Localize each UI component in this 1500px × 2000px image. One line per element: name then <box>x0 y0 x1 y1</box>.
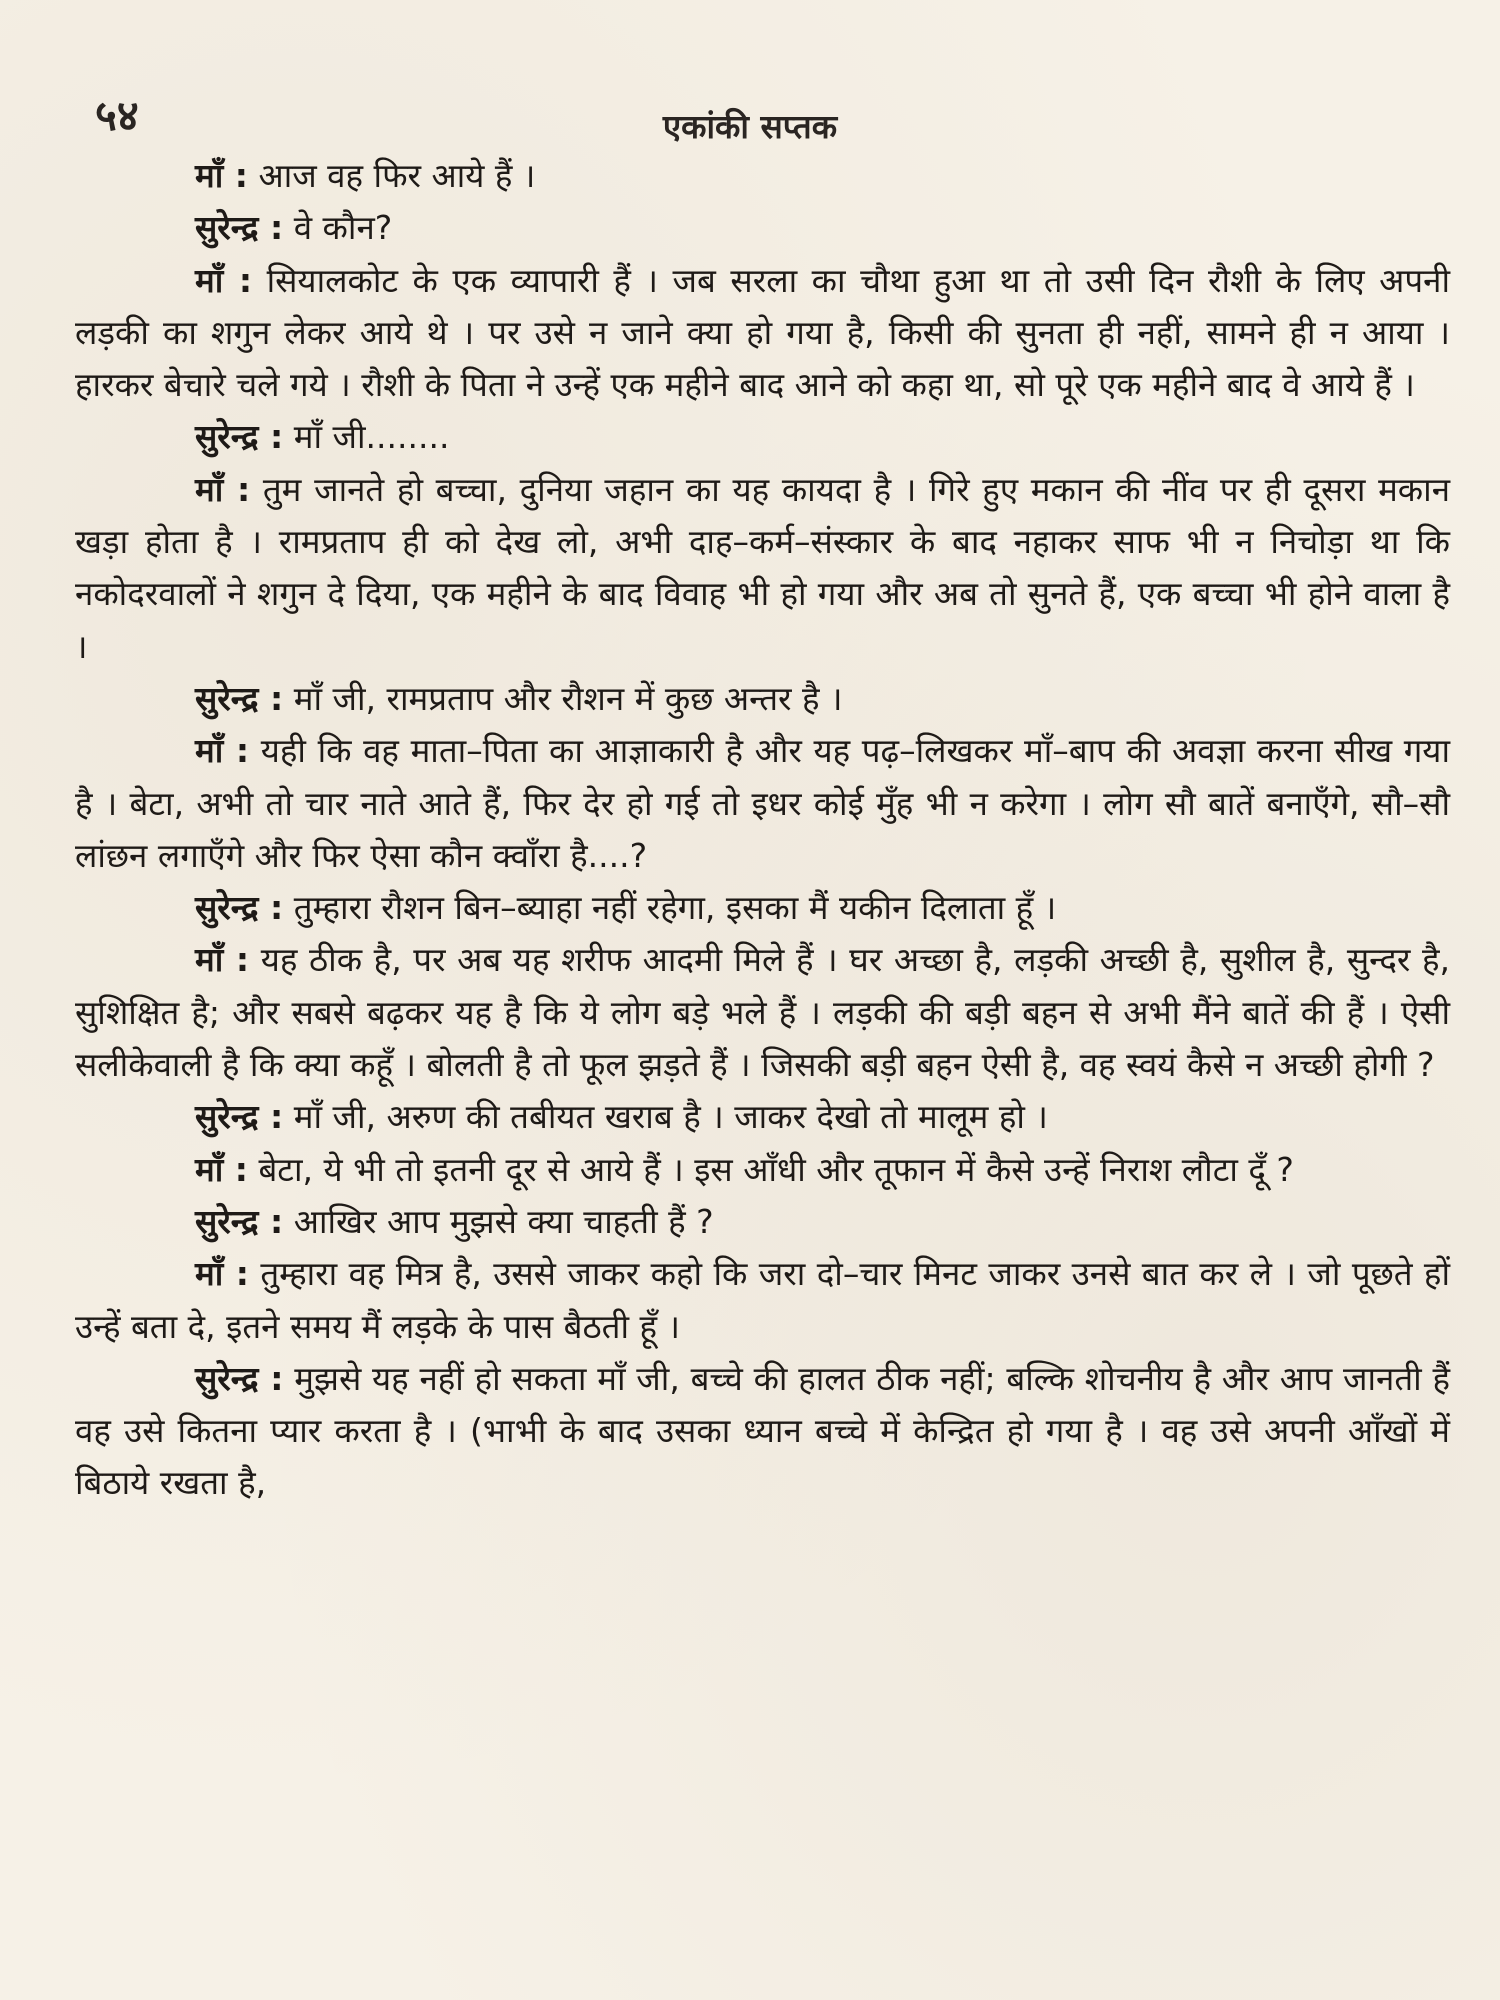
dialogue-line <box>75 255 1450 412</box>
dialogue-line <box>75 150 1450 202</box>
dialogue-line <box>75 1248 1450 1353</box>
dialogue-line <box>75 202 1450 254</box>
speech: तुम्हारा वह मित्र है, उससे जाकर कहो कि जरा दो–चार मिनट जाकर उनसे बात कर ले । जो पूछते हों उन्हें बता दे, इतने समय मैं लड़के के पास बैठती हूँ । <box>75 1254 1451 1346</box>
speaker-name: माँ : <box>195 731 250 771</box>
dialogue-line <box>75 1353 1450 1510</box>
speaker-name: सुरेन्द्र : <box>195 1358 284 1398</box>
speaker-name: माँ : <box>195 469 251 509</box>
speaker-name: माँ : <box>195 260 253 300</box>
speech: तुम जानते हो बच्चा, दुनिया जहान का यह कायदा है । गिरे हुए मकान की नींव पर ही दूसरा मकान खड़ा होता है । रामप्रताप ही को देख लो, अभी दाह–कर्म–संस्कार के बाद नहाकर साफ भी न निचोड़ा था कि नकोदरवालों ने शगुन दे दिया, एक महीने के बाद विवाह भी हो गया और अब तो सुनते हैं, एक बच्चा भी होने वाला है । <box>75 469 1451 666</box>
speech: आखिर आप मुझसे क्या चाहती हैं ? <box>293 1201 714 1241</box>
dialogue-line <box>75 725 1450 882</box>
dialogue-line <box>75 1196 1450 1248</box>
speaker-name: माँ : <box>195 940 250 980</box>
dialogue-line <box>75 464 1450 673</box>
speaker-name: सुरेन्द्र : <box>195 417 284 457</box>
dialogue-text <box>75 150 1450 1510</box>
dialogue-line <box>75 1091 1450 1143</box>
speech: यही कि वह माता–पिता का आज्ञाकारी है और यह पढ़–लिखकर माँ–बाप की अवज्ञा करना सीख गया है । बेटा, अभी तो चार नाते आते हैं, फिर देर हो गई तो इधर कोई मुँह भी न करेगा । लोग सौ बातें बनाएँगे, सौ–सौ लांछन लगाएँगे और फिर ऐसा कौन क्वाँरा है....? <box>75 731 1450 875</box>
speaker-name: माँ : <box>195 1149 248 1189</box>
speech: आज वह फिर आये हैं । <box>258 156 536 195</box>
speech: यह ठीक है, पर अब यह शरीफ आदमी मिले हैं । घर अच्छा है, लड़की अच्छी है, सुशील है, सुन्दर है, सुशिक्षित है; और सबसे बढ़कर यह है कि ये लोग बड़े भले हैं । लड़की की बड़ी बहन से अभी मैंने बातें की हैं । ऐसी सलीकेवाली है कि क्या कहूँ । बोलती है तो फूल झड़ते हैं । जिसकी बड़ी बहन ऐसी है, वह स्वयं कैसे न अच्छी होगी ? <box>75 940 1451 1085</box>
speaker-name: सुरेन्द्र : <box>195 678 284 718</box>
speech: माँ जी........ <box>293 417 450 457</box>
speaker-name: माँ : <box>195 156 248 195</box>
dialogue-line <box>75 1144 1450 1196</box>
running-head: एकांकी सप्तक <box>662 107 838 146</box>
speech: बेटा, ये भी तो इतनी दूर से आये हैं । इस आँधी और तूफान में कैसे उन्हें निराश लौटा दूँ ? <box>258 1149 1294 1189</box>
speech: तुम्हारा रौशन बिन–ब्याहा नहीं रहेगा, इसका मैं यकीन दिलाता हूँ । <box>293 888 1057 928</box>
dialogue-line <box>75 934 1450 1091</box>
speech: माँ जी, अरुण की तबीयत खराब है । जाकर देखो तो मालूम हो । <box>293 1097 1048 1137</box>
speech: सियालकोट के एक व्यापारी हैं । जब सरला का चौथा हुआ था तो उसी दिन रौशी के लिए अपनी लड़की का शगुन लेकर आये थे । पर उसे न जाने क्या हो गया है, किसी की सुनता ही नहीं, सामने ही न आया । हारकर बेचारे चले गये । रौशी के पिता ने उन्हें एक महीने बाद आने को कहा था, सो पूरे एक महीने बाद वे आये हैं । <box>75 260 1451 405</box>
speaker-name: सुरेन्द्र : <box>195 208 284 248</box>
speech: वे कौन? <box>293 208 393 248</box>
speaker-name: सुरेन्द्र : <box>195 888 284 928</box>
dialogue-line <box>75 411 1450 463</box>
speaker-name: सुरेन्द्र : <box>195 1201 284 1241</box>
speaker-name: माँ : <box>195 1254 249 1294</box>
dialogue-line <box>75 673 1450 725</box>
speech: मुझसे यह नहीं हो सकता माँ जी, बच्चे की हालत ठीक नहीं; बल्कि शोचनीय है और आप जानती हैं वह उसे कितना प्यार करता है । (भाभी के बाद उसका ध्यान बच्चे में केन्द्रित हो गया है । वह उसे अपनी आँखों में बिठाये रखता है, <box>75 1358 1450 1503</box>
speaker-name: सुरेन्द्र : <box>195 1097 284 1137</box>
page-number: ५४ <box>95 91 139 140</box>
speech: माँ जी, रामप्रताप और रौशन में कुछ अन्तर है । <box>293 678 843 718</box>
dialogue-line <box>75 882 1450 934</box>
